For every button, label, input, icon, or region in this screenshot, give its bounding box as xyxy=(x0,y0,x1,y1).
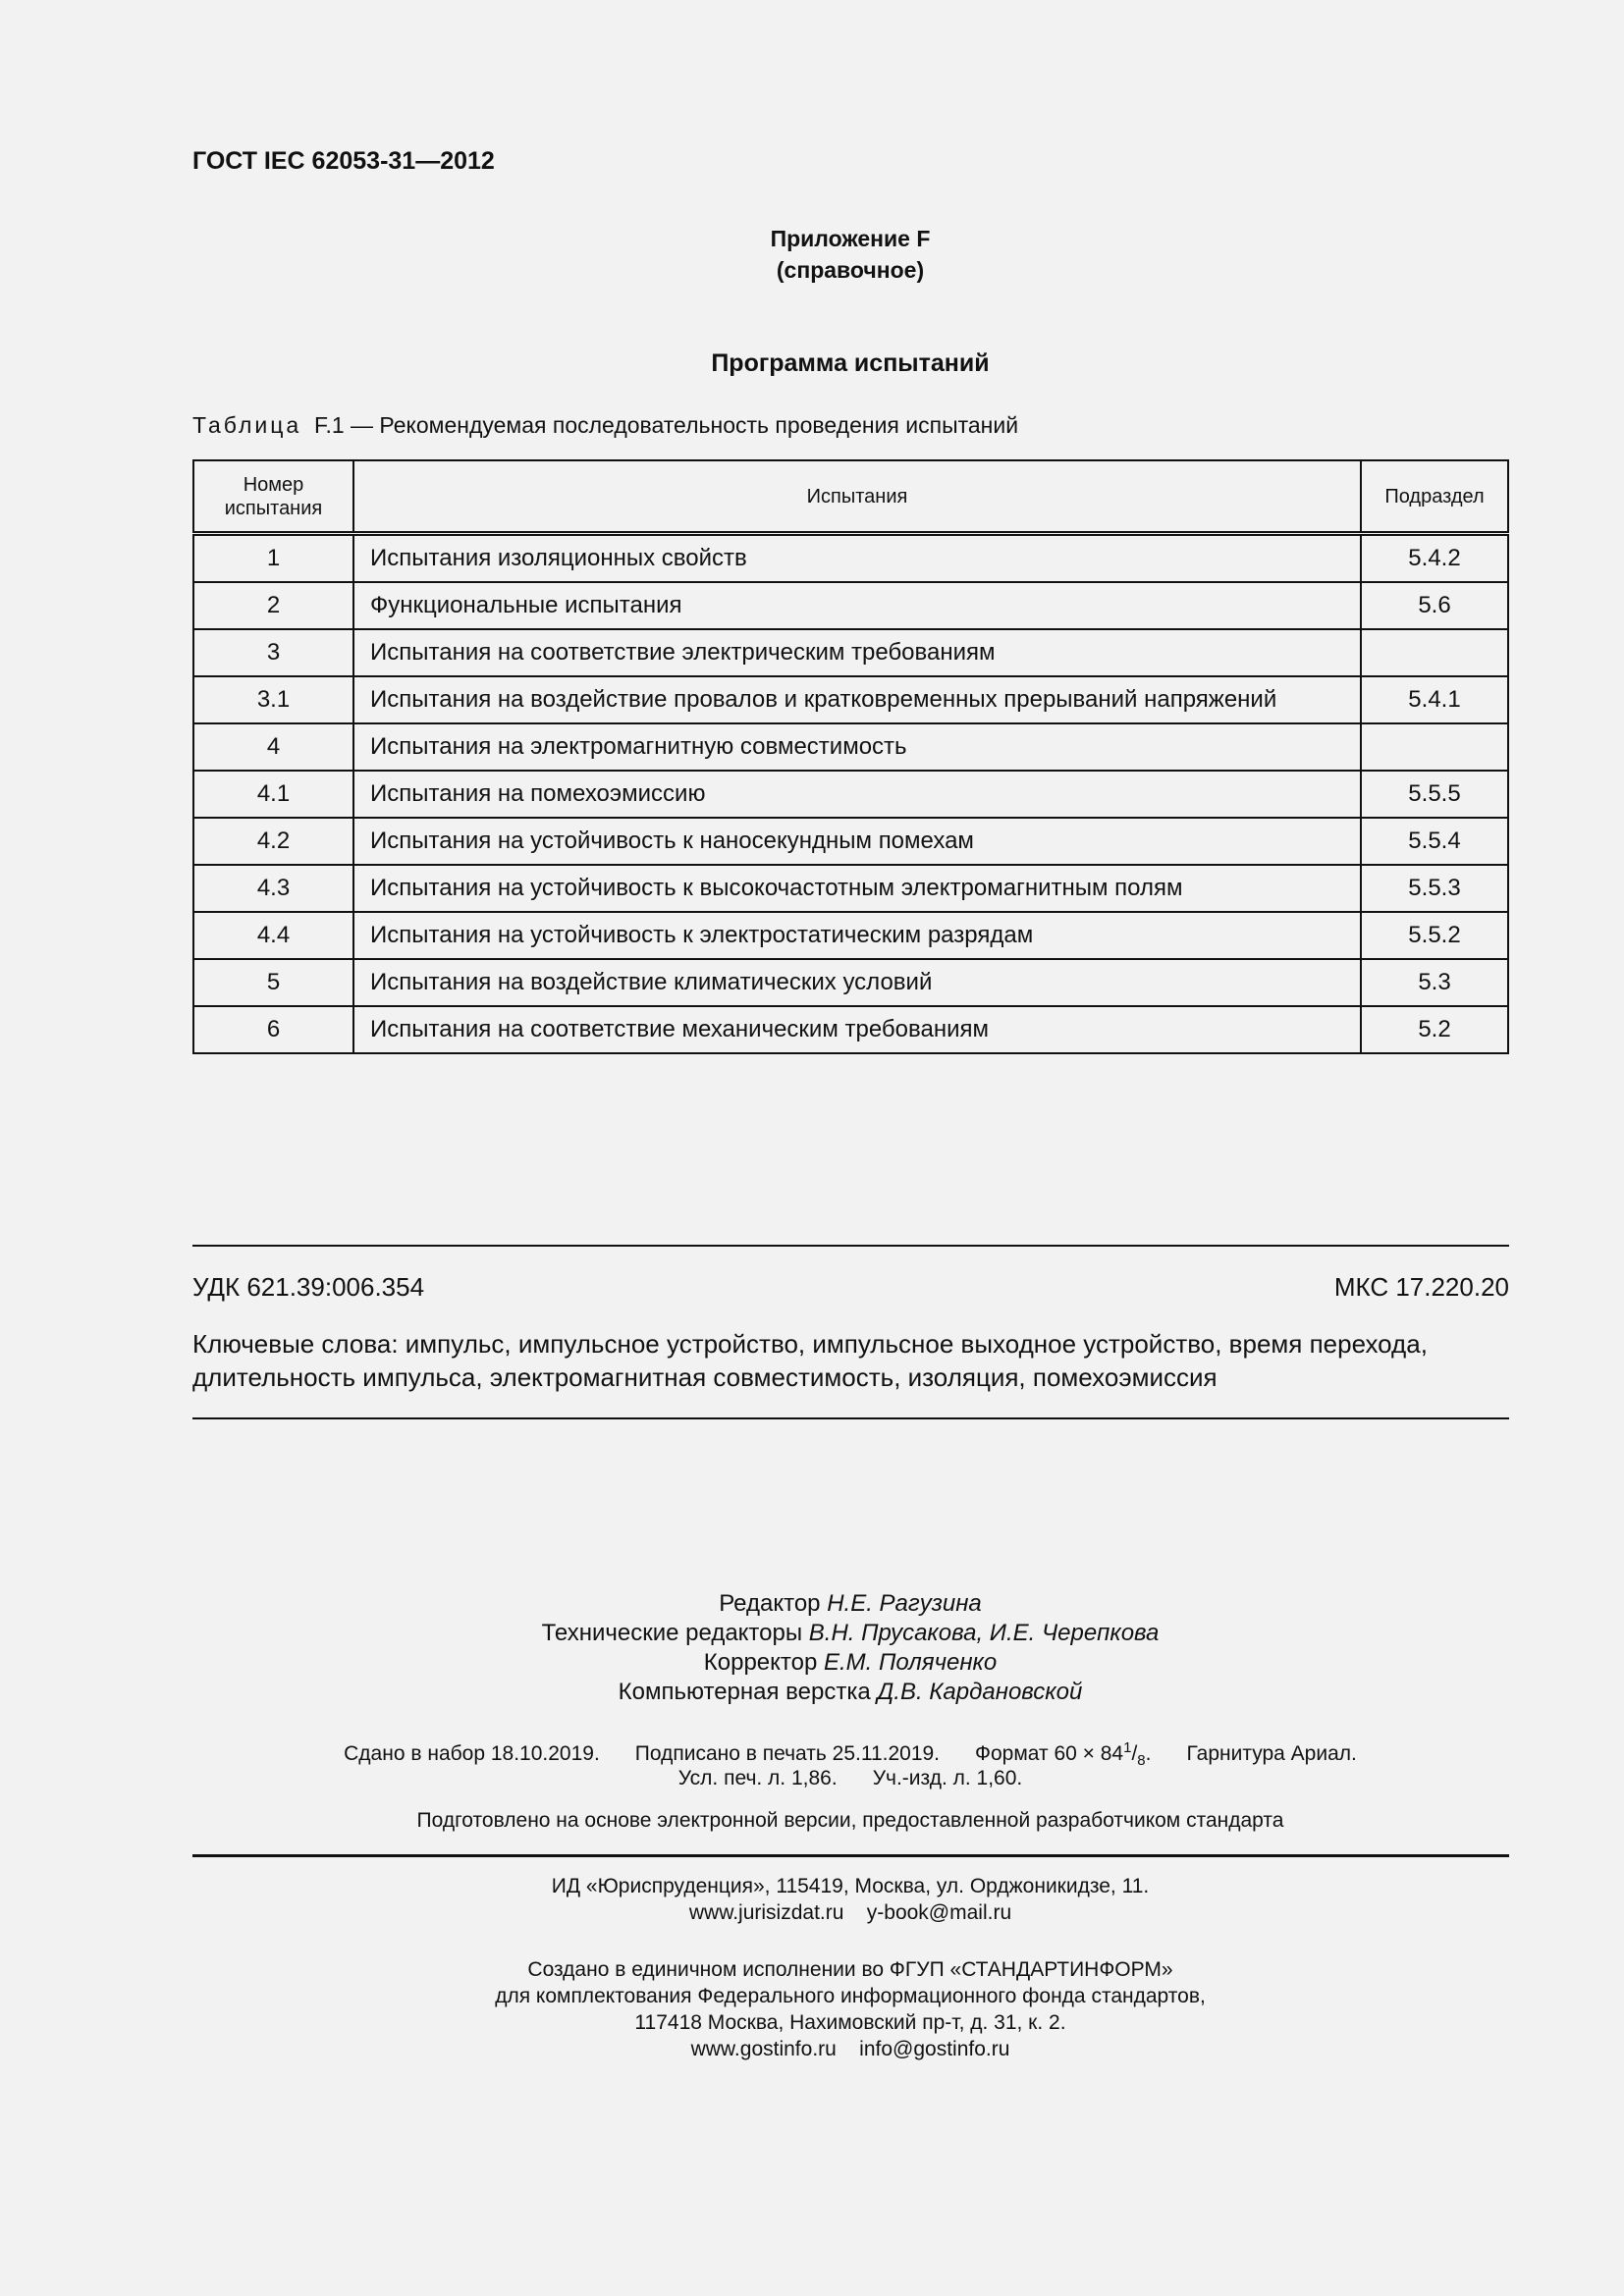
test-subsection: 5.6 xyxy=(1361,582,1508,629)
table-row xyxy=(193,771,1508,818)
publisher-address: ИД «Юриспруденция», 115419, Москва, ул. Орджоникидзе, 11. xyxy=(551,1875,1150,1897)
test-name: Испытания на соответствие электрическим требованиям xyxy=(353,629,1361,676)
test-subsection: 5.3 xyxy=(1361,959,1508,1006)
test-subsection: 5.4.2 xyxy=(1361,534,1508,583)
test-name: Испытания на воздействие провалов и кратковременных прерываний напряжений xyxy=(353,676,1361,723)
document-code: ГОСТ IEC 62053-31—2012 xyxy=(192,147,495,175)
table-caption-label: Таблица xyxy=(192,412,302,438)
publisher-website[interactable]: www.jurisizdat.ru xyxy=(688,1901,844,1924)
table-row xyxy=(193,912,1508,959)
test-name: Испытания на соответствие механическим требованиям xyxy=(353,1006,1361,1053)
created-line-3: 117418 Москва, Нахимовский пр-т, д. 31, к. 2. xyxy=(634,2011,1066,2034)
credit-editor: Редактор Н.Е. Рагузина xyxy=(719,1590,982,1617)
column-header-subsection: Подраздел xyxy=(1361,460,1508,534)
table-row xyxy=(193,629,1508,676)
test-subsection: 5.4.1 xyxy=(1361,676,1508,723)
test-number: 3 xyxy=(193,629,353,676)
table-row xyxy=(193,1006,1508,1053)
created-line-1: Создано в единичном исполнении во ФГУП «СТАНДАРТИНФОРМ» xyxy=(527,1958,1173,1981)
table-row xyxy=(193,676,1508,723)
test-name: Испытания на устойчивость к наносекундным помехам xyxy=(353,818,1361,865)
imprint-line-2: Усл. печ. л. 1,86. Уч.-изд. л. 1,60. xyxy=(677,1767,1023,1789)
test-number: 4 xyxy=(193,723,353,771)
test-subsection: 5.5.3 xyxy=(1361,865,1508,912)
test-number: 4.4 xyxy=(193,912,353,959)
table-caption-text: F.1 — Рекомендуемая последовательность проведения испытаний xyxy=(313,412,1019,438)
test-name: Испытания на устойчивость к электростатическим разрядам xyxy=(353,912,1361,959)
tests-table xyxy=(192,459,1509,1054)
mks-code: МКС 17.220.20 xyxy=(1333,1272,1509,1302)
test-subsection xyxy=(1361,629,1508,676)
test-number: 4.3 xyxy=(193,865,353,912)
table-row xyxy=(193,582,1508,629)
test-name: Испытания изоляционных свойств xyxy=(353,534,1361,583)
test-subsection: 5.5.2 xyxy=(1361,912,1508,959)
test-name: Испытания на электромагнитную совместимость xyxy=(353,723,1361,771)
column-header-number: Номер испытания xyxy=(193,460,353,534)
test-number: 2 xyxy=(193,582,353,629)
test-number: 1 xyxy=(193,534,353,583)
test-name: Функциональные испытания xyxy=(353,582,1361,629)
test-subsection xyxy=(1361,723,1508,771)
test-number: 4.2 xyxy=(193,818,353,865)
table-row xyxy=(193,534,1508,583)
test-number: 4.1 xyxy=(193,771,353,818)
prepared-note: Подготовлено на основе электронной версии, предоставленной разработчиком стандарта xyxy=(416,1809,1284,1832)
test-subsection: 5.2 xyxy=(1361,1006,1508,1053)
test-name: Испытания на устойчивость к высокочастотным электромагнитным полям xyxy=(353,865,1361,912)
publisher-email[interactable]: y-book@mail.ru xyxy=(866,1901,1012,1924)
udc-code: УДК 621.39:006.354 xyxy=(192,1272,425,1302)
table-row xyxy=(193,865,1508,912)
gostinfo-contacts xyxy=(192,2036,1508,2062)
credit-tech-editors: Технические редакторы В.Н. Прусакова, И.Е. Черепкова xyxy=(541,1620,1160,1646)
test-number: 5 xyxy=(193,959,353,1006)
test-number: 6 xyxy=(193,1006,353,1053)
divider xyxy=(192,1854,1509,1857)
table-row xyxy=(193,959,1508,1006)
test-subsection: 5.5.4 xyxy=(1361,818,1508,865)
column-header-tests: Испытания xyxy=(353,460,1361,534)
table-row xyxy=(193,723,1508,771)
imprint-line-1: Сдано в набор 18.10.2019. Подписано в печать 25.11.2019. Формат $60 \times 84^1/_8$. Гарнитура Ариал. xyxy=(344,1739,1357,1770)
credit-layout: Компьютерная верстка Д.В. Кардановской xyxy=(618,1679,1083,1705)
table-row xyxy=(193,818,1508,865)
format-value: Формат $60 \times 84^1/_8$. xyxy=(975,1739,1152,1770)
table-caption xyxy=(192,412,1018,439)
gostinfo-website[interactable]: www.gostinfo.ru xyxy=(690,2038,837,2060)
test-subsection: 5.5.5 xyxy=(1361,771,1508,818)
test-name: Испытания на помехоэмиссию xyxy=(353,771,1361,818)
publisher-contacts xyxy=(192,1899,1508,1926)
created-line-2: для комплектования Федерального информационного фонда стандартов, xyxy=(495,1985,1206,2007)
appendix-type: (справочное) xyxy=(776,257,925,283)
table-header-row xyxy=(193,460,1508,534)
test-number: 3.1 xyxy=(193,676,353,723)
divider xyxy=(192,1245,1509,1247)
gostinfo-email[interactable]: info@gostinfo.ru xyxy=(859,2038,1010,2060)
credit-corrector: Корректор Е.М. Поляченко xyxy=(703,1649,998,1676)
divider xyxy=(192,1417,1509,1419)
section-title: Программа испытаний xyxy=(711,349,990,377)
test-name: Испытания на воздействие климатических условий xyxy=(353,959,1361,1006)
appendix-title: Приложение F xyxy=(770,226,931,251)
keywords: Ключевые слова: импульс, импульсное устройство, импульсное выходное устройство, время перехода, длительность импульса, электромагнитная совместимость, изоляция, помехоэмиссия xyxy=(192,1329,1428,1392)
